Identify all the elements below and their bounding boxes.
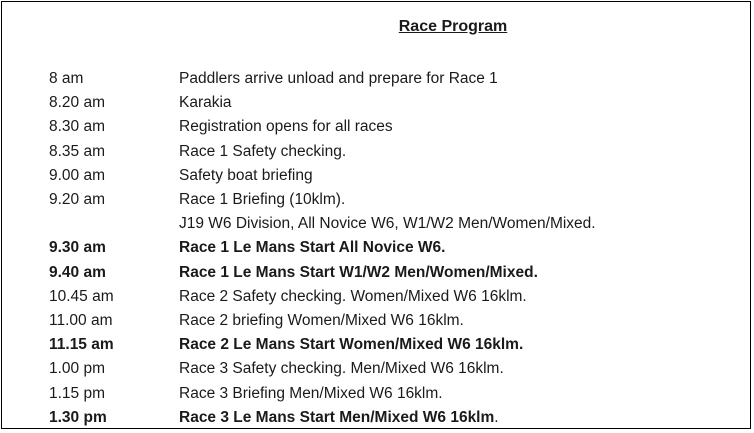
row-text: Race 1 Briefing (10klm). <box>179 191 346 209</box>
row-time: 8.35 am <box>49 142 106 160</box>
schedule-row <box>49 357 596 381</box>
schedule-row <box>49 309 596 333</box>
row-text: Safety boat briefing <box>179 166 313 184</box>
row-time: 1.30 pm <box>49 408 107 426</box>
row-time: 9.20 am <box>49 191 106 209</box>
row-text-trail: . <box>494 408 499 426</box>
schedule-row <box>49 140 596 164</box>
row-time: 9.40 am <box>49 263 106 281</box>
schedule-row <box>49 91 596 115</box>
row-time: 1.00 pm <box>49 360 106 378</box>
row-text: Race 1 Le Mans Start W1/W2 Men/Women/Mixed. <box>179 263 538 281</box>
row-text: Race 3 Safety checking. Men/Mixed W6 16klm. <box>179 360 504 378</box>
row-text <box>179 409 499 427</box>
row-text: J19 W6 Division, All Novice W6, W1/W2 Men/Women/Mixed. <box>179 215 596 233</box>
row-text: Race 2 Le Mans Start Women/Mixed W6 16klm. <box>179 336 524 354</box>
row-text: Paddlers arrive unload and prepare for Race 1 <box>179 70 498 88</box>
row-time: 10.45 am <box>49 287 114 305</box>
schedule-row <box>49 164 596 188</box>
schedule-row <box>49 67 596 91</box>
schedule-row <box>49 115 596 139</box>
schedule-row <box>49 381 596 405</box>
row-text: Race 3 Briefing Men/Mixed W6 16klm. <box>179 384 443 402</box>
schedule-row <box>49 285 596 309</box>
row-text: Race 2 briefing Women/Mixed W6 16klm. <box>179 311 464 329</box>
schedule-row-start <box>49 236 596 260</box>
row-time: 11.00 am <box>49 311 113 329</box>
row-text: Race 1 Safety checking. <box>179 142 347 160</box>
schedule-row-start <box>49 406 596 430</box>
schedule-row-start <box>49 333 596 357</box>
row-time: 8.30 am <box>49 118 106 136</box>
row-text-main: Race 3 Le Mans Start Men/Mixed W6 16klm <box>179 408 495 426</box>
row-text: Registration opens for all races <box>179 118 393 136</box>
row-time: 8.20 am <box>49 94 106 112</box>
row-text: Race 1 Le Mans Start All Novice W6. <box>179 239 446 257</box>
row-time: 1.15 pm <box>49 384 106 402</box>
schedule-row <box>49 212 596 236</box>
row-text: Karakia <box>179 94 232 112</box>
schedule-list <box>49 67 596 430</box>
row-text: Race 2 Safety checking. Women/Mixed W6 16klm. <box>179 287 527 305</box>
row-time: 9.00 am <box>49 166 106 184</box>
page-title: Race Program <box>398 18 508 35</box>
row-time: 11.15 am <box>49 336 114 354</box>
row-time: 8 am <box>49 70 84 88</box>
schedule-row <box>49 188 596 212</box>
row-time: 9.30 am <box>49 239 106 257</box>
schedule-row-start <box>49 261 596 285</box>
document-frame <box>1 1 751 429</box>
